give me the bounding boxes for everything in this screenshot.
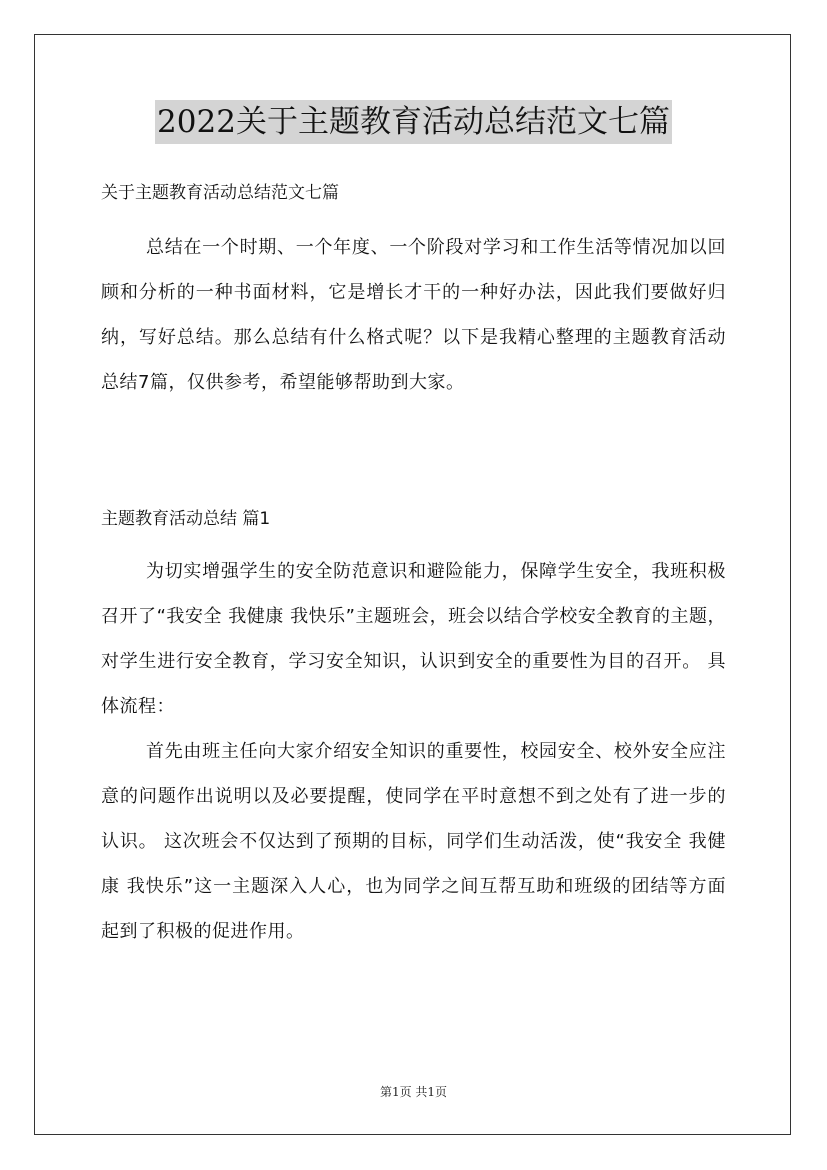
title-container <box>0 100 827 144</box>
body-paragraph-2: 首先由班主任向大家介绍安全知识的重要性，校园安全、校外安全应注意的问题作出说明以及必要提醒，使同学在平时意想不到之处有了进一步的认识。 这次班会不仅达到了预期的目标，同学们生动活泼，使“我安全 我健康 我快乐”这一主题深入人心，也为同学之间互帮互助和班级的团结等方面起到了积极的促进作用。 <box>101 741 726 942</box>
section-heading-block <box>101 507 726 531</box>
document-title: 2022关于主题教育活动总结范文七篇 <box>155 100 672 144</box>
document-subtitle-block <box>101 181 726 205</box>
intro-paragraph: 总结在一个时期、一个年度、一个阶段对学习和工作生活等情况加以回顾和分析的一种书面材料，它是增长才干的一种好办法，因此我们要做好归纳，写好总结。那么总结有什么格式呢？以下是我精心整理的主题教育活动总结7篇，仅供参考，希望能够帮助到大家。 <box>101 237 726 393</box>
section-heading: 主题教育活动总结 篇1 <box>101 509 271 529</box>
intro-block <box>101 225 726 405</box>
page-footer: 第1页 共1页 <box>379 1085 448 1099</box>
section-body <box>101 549 726 954</box>
body-paragraph-1: 为切实增强学生的安全防范意识和避险能力，保障学生安全，我班积极召开了“我安全 我健康 我快乐”主题班会，班会以结合学校安全教育的主题，对学生进行安全教育，学习安全知识，认识到安全的重要性为目的召开。 具体流程： <box>101 561 726 717</box>
document-subtitle: 关于主题教育活动总结范文七篇 <box>101 183 339 203</box>
